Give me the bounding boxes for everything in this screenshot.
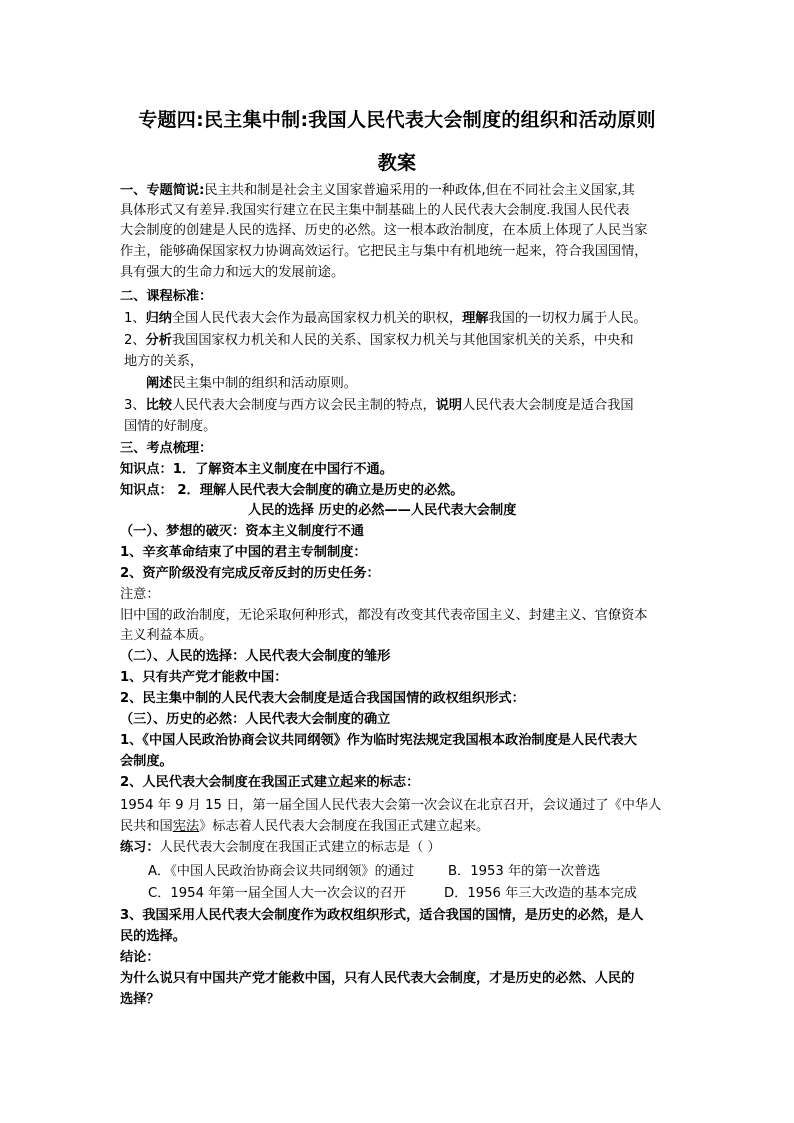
section-3-point-1-cont: 会制度。: [120, 754, 173, 769]
section-2-point-2: 2、民主集中制的人民代表大会制度是适合我国国情的政权组织形式：: [120, 691, 525, 706]
intro-line-1: 一、专题简说:民主共和制是社会主义国家普遍采用的一种政体,但在不同社会主义国家,其: [120, 183, 635, 198]
intro-line-3: 大会制度的创建是人民的选择、历史的必然。这一根本政治制度，在本质上体现了人民当家: [120, 223, 648, 238]
document-title-suffix: 教案: [377, 152, 417, 174]
standard-item-1: 1、归纳全国人民代表大会作为最高国家权力机关的职权，理解我国的一切权力属于人民。: [124, 311, 647, 326]
section-2-point-1: 1、只有共产党才能救中国：: [120, 670, 288, 685]
note-label: 注意：: [120, 587, 160, 602]
note-line-1: 旧中国的政治制度，无论采取何种形式，都没有改变其代表帝国主义、封建主义、官僚资本: [120, 608, 648, 623]
section-3-point-3-cont: 民的选择。: [120, 929, 186, 944]
fact-line-2: 民共和国宪法》标志着人民代表大会制度在我国正式建立起来。: [120, 819, 490, 834]
section-3-point-1: 1、《中国人民政治协商会议共同纲领》作为临时宪法规定我国根本政治制度是人民代表大: [120, 733, 637, 748]
conclusion-question-cont: 选择？: [120, 992, 160, 1007]
section-heading-2: （二）、人民的选择：人民代表大会制度的雏形: [120, 649, 391, 664]
note-line-2: 主义利益本质。: [120, 628, 213, 643]
knowledge-point-1: 知识点：1．了解资本主义制度在中国行不通。: [120, 462, 393, 477]
section-3-point-2: 2、人民代表大会制度在我国正式建立起来的标志：: [120, 775, 420, 790]
standard-item-2-cont: 地方的关系，: [124, 354, 204, 369]
practice-option-a: A．《中国人民政治协商会议共同纲领》的通过: [148, 864, 415, 879]
document-title: 专题四:民主集中制:我国人民代表大会制度的组织和活动原则: [138, 109, 656, 131]
intro-line-5: 具有强大的生命力和远大的发展前途。: [120, 265, 345, 280]
intro-line-4: 作主，能够确保国家权力协调高效运行。它把民主与集中有机地统一起来，符合我国国情，: [120, 244, 648, 259]
practice-question: 练习：人民代表大会制度在我国正式建立的标志是（ ）: [120, 840, 441, 855]
conclusion-question: 为什么说只有中国共产党才能救中国，只有人民代表大会制度，才是历史的必然、人民的: [120, 971, 635, 986]
section-heading-1: （一）、梦想的破灭：资本主义制度行不通: [120, 524, 364, 539]
section-3-point-3: 3、我国采用人民代表大会制度作为政权组织形式，适合我国的国情，是历史的必然，是人: [120, 908, 644, 923]
standards-heading: 二、课程标准：: [120, 289, 213, 304]
practice-option-c: C．1954 年第一届全国人大一次会议的召开: [148, 886, 406, 901]
standard-item-3-cont: 国情的好制度。: [124, 419, 217, 434]
practice-option-b: B．1953 年的第一次普选: [448, 864, 601, 879]
practice-label: 练习：: [120, 840, 160, 855]
practice-option-d: D．1956 年三大改造的基本完成: [444, 886, 637, 901]
fact-line-1: 1954 年 9 月 15 日，第一届全国人民代表大会第一次会议在北京召开，会议通过了《中华人: [120, 798, 662, 813]
intro-line-2: 具体形式又有差异.我国实行建立在民主集中制基础上的人民代表大会制度.我国人民代表: [120, 203, 630, 218]
section-heading-3: （三）、历史的必然：人民代表大会制度的确立: [120, 712, 391, 727]
standard-item-3: 3、比较人民代表大会制度与西方议会民主制的特点，说明人民代表大会制度是适合我国: [124, 398, 634, 413]
conclusion-label: 结论：: [120, 950, 160, 965]
intro-heading: 一、专题简说:: [120, 183, 205, 198]
standard-item-2-cont2: 阐述民主集中制的组织和活动原则。: [146, 376, 357, 391]
lesson-subtitle: 人民的选择 历史的必然——人民代表大会制度: [248, 503, 517, 518]
section-1-point-1: 1、辛亥革命结束了中国的君主专制制度：: [120, 545, 367, 560]
section-1-point-2: 2、资产阶级没有完成反帝反封的历史任务：: [120, 566, 380, 581]
knowledge-point-2: 知识点： 2．理解人民代表大会制度的确立是历史的必然。: [120, 483, 464, 498]
standard-item-2: 2、分析我国国家权力机关和人民的关系、国家权力机关与其他国家机关的关系，中央和: [124, 333, 634, 348]
points-heading: 三、考点梳理：: [120, 441, 213, 456]
